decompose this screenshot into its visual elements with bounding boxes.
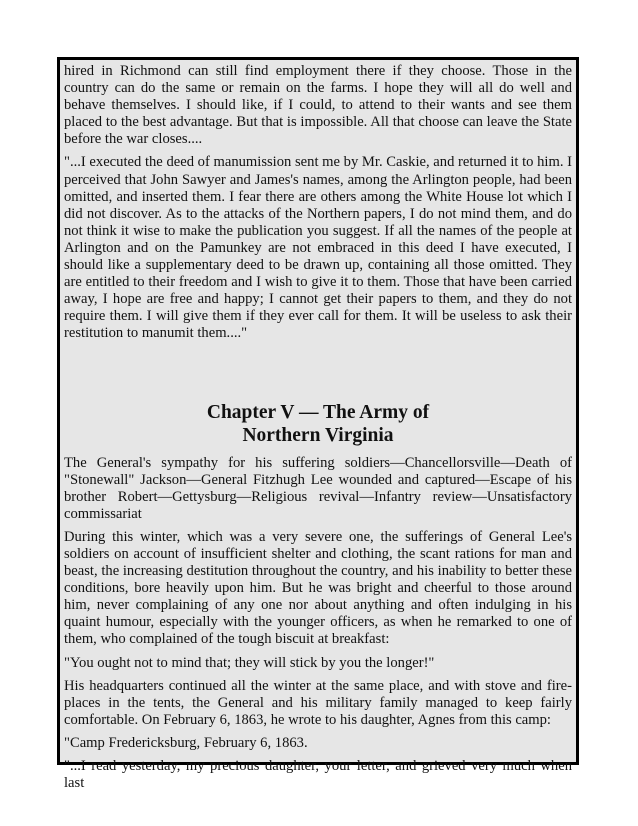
- chapter-title: [64, 401, 572, 447]
- paragraph: hired in Richmond can still find employment there if they choose. Those in the country can do the same or remain on the farms. I hope they will all do well and behave themselves. I should like, if I could, to attend to their wants and see them placed to the best advantage. But that is impossible. All that choose can leave the State before the war closes....: [64, 63, 572, 148]
- page-content: [64, 63, 572, 792]
- chapter-summary: The General's sympathy for his suffering soldiers—Chancellorsville—Death of "Stonewall" Jackson—General Fitzhugh Lee wounded and captured—Escape of his brother Robert—Gettysburg—Religious revival—Infantry review—Unsatisfactory commissariat: [64, 454, 572, 522]
- paragraph: His headquarters continued all the winter at the same place, and with stove and fire-places in the tents, the General and his military family managed to keep fairly comfortable. On February 6, 1863, he wrote to his daughter, Agnes from this camp:: [64, 677, 572, 728]
- paragraph: During this winter, which was a very severe one, the sufferings of General Lee's soldiers on account of insufficient shelter and clothing, the scant rations for man and beast, the increasing destitution throughout the country, and his inability to better these conditions, bore heavily upon him. But he was bright and cheerful to those around him, never complaining of any one nor about anything and often indulging in his quaint humour, especially with the younger officers, as when he remarked to one of them, who complained of the tough biscuit at breakfast:: [64, 528, 572, 648]
- paragraph: "You ought not to mind that; they will stick by you the longer!": [64, 654, 435, 671]
- paragraph: "Camp Fredericksburg, February 6, 1863.: [64, 734, 308, 751]
- paragraph: "...I read yesterday, my precious daughter, your letter, and grieved very much when last: [64, 758, 572, 792]
- spacer: [64, 349, 572, 401]
- chapter-title-line: Northern Virginia: [242, 424, 394, 446]
- page-frame: [57, 57, 579, 792]
- paragraph: "...I executed the deed of manumission sent me by Mr. Caskie, and returned it to him. I perceived that John Sawyer and James's names, among the Arlington people, had been omitted, and inserted them. I fear there are others among the White House lot which I did not discover. As to the attacks of the Northern papers, I do not mind them, and do not think it wise to make the publication you suggest. If all the names of the people at Arlington and on the Pamunkey are not embraced in this deed I have executed, I should like a supplementary deed to be drawn up, containing all those omitted. They are entitled to their freedom and I wish to give it to them. Those that have been carried away, I hope are free and happy; I cannot get their papers to them, and they do not require them. I will give them if they ever call for them. It will be useless to ask their restitution to manumit them....": [64, 154, 572, 342]
- chapter-title-line: Chapter V — The Army of: [206, 401, 430, 423]
